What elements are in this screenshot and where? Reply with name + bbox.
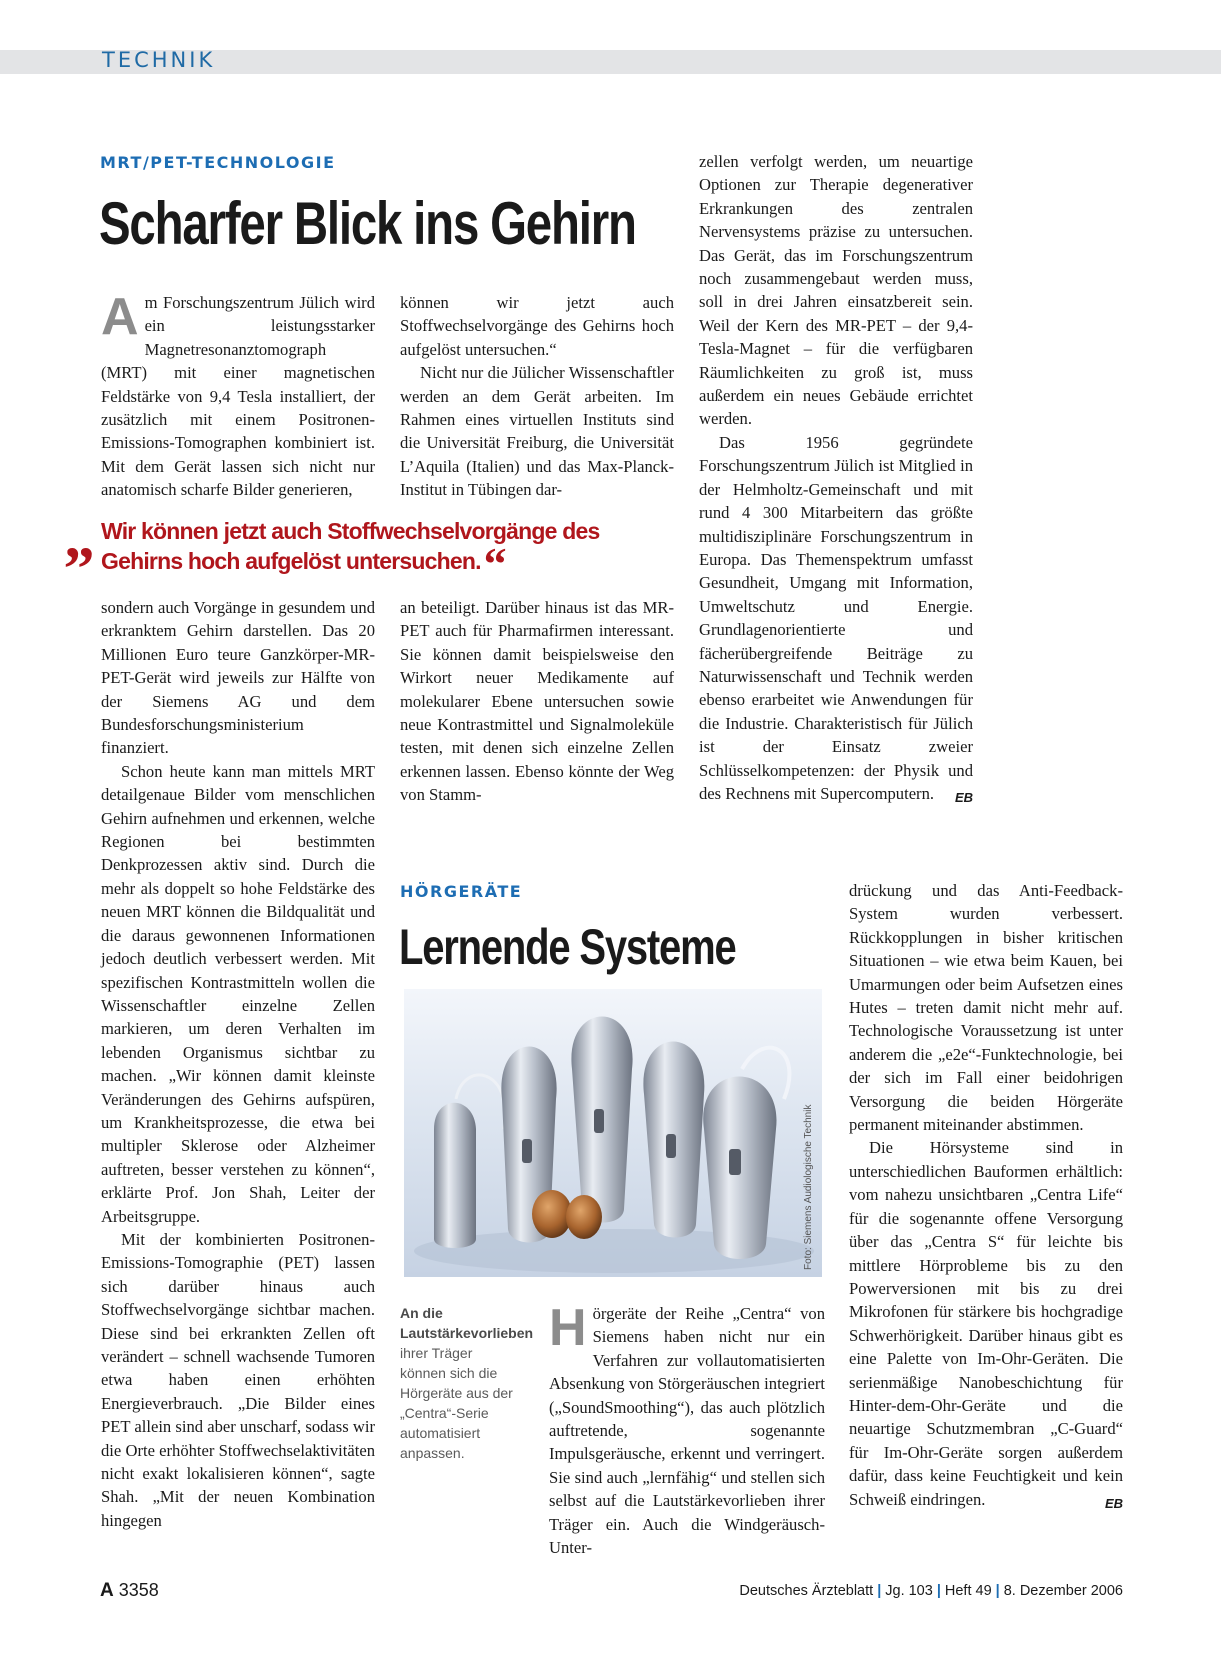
journal-issue: Heft 49 <box>944 1583 992 1599</box>
article1-kicker: MRT/PET-TECHNOLOGIE <box>100 153 336 172</box>
article2-col-mid <box>549 1299 825 1559</box>
paragraph: Mit der kombinierten Positronen-Emissions-Tomographie (PET) lassen sich darüber hinaus auch Stoffwechselvorgänge sichtbar machen. Diese sind bei erkrankten Zellen oft verändert – schnell wachsende Tumoren etwa haben einen erhöhten Energieverbrauch. „Die Bilder eines PET allein sind aber unscharf, sodass wir die Orte erhöhter Stoffwechselaktivitäten nicht exakt lokalisieren können“, sagte Shah. „Mit der neuen Kombination hingegen <box>101 1229 375 1530</box>
article1-text: m Forschungszentrum Jülich wird ein leistungsstarker Magnetresonanztomograph (MRT) mit einer magnetischen Feldstärke von 9,4 Tesla installiert, der zusätzlich mit einem Positronen-Emissions-Tomographen kombiniert ist. Mit dem Gerät lassen sich nicht nur anatomisch scharfe Bilder generieren, <box>101 293 375 500</box>
page-number <box>100 1580 159 1602</box>
in-ear-device-2 <box>566 1195 602 1239</box>
dropcap-h: H <box>549 1299 587 1357</box>
signature: EB <box>954 789 973 805</box>
separator: | <box>995 1583 1000 1599</box>
article2-kicker: HÖRGERÄTE <box>400 882 523 901</box>
journal-date: 8. Dezember 2006 <box>1003 1583 1123 1599</box>
caption-bold: An die Lautstärkevorlieben <box>400 1305 534 1341</box>
hearing-aids-illustration <box>404 989 822 1277</box>
journal-name: Deutsches Ärzteblatt <box>739 1583 874 1599</box>
journal-volume: Jg. 103 <box>885 1583 933 1599</box>
article1-col2-top <box>400 291 674 502</box>
article1-col3 <box>699 150 973 809</box>
article1-col1-bottom <box>101 596 375 1532</box>
quote-open-mark: „ <box>64 503 95 571</box>
page-number-value: 3358 <box>118 1580 159 1600</box>
journal-info <box>739 1583 1123 1599</box>
hearing-aids-photo <box>404 989 822 1277</box>
pull-quote-text: Wir können jetzt auch Stoffwechselvorgänge des Gehirns hoch aufgelöst untersuchen. <box>101 518 600 574</box>
paragraph: Die Hörsysteme sind in unterschiedlichen Bauformen erhältlich: vom nahezu unsichtbaren „Centra Life“ für die sogenannte offene Versorgung über das „Centra S“ für leichte bis mittlere Hörprobleme bis zu den Powerversionen mit bis zu drei Mikrofonen für stärkere bis hochgradige Schwerhörigkeit. Darüber hinaus gibt es eine Palette von Im-Ohr-Geräten. Die serienmäßige Nanobeschichtung für Hinter-dem-Ohr-Geräte und die neuartige Schutzmembran „C-Guard“ für Im-Ohr-Geräte sorgen außerdem dafür, dass keine Feuchtigkeit und kein Schweiß eindringen. EB <box>849 1136 1123 1511</box>
signature: EB <box>1104 1495 1123 1511</box>
article1-col1-top <box>101 288 375 502</box>
paragraph: Schon heute kann man mittels MRT detailgenaue Bilder vom menschlichen Gehirn aufnehmen und erkennen, welche Regionen bei bestimmten Denkprozessen aktiv sind. Durch die mehr als doppelt so hohe Feldstärke des neuen MRT können die Bildqualität und die daraus gewonnenen Informationen jedoch deutlich verbessert werden. Mit spezifischen Kontrastmitteln wollen die Wissenschaftler einzelne Zellen markieren, um deren Verhalten im lebenden Organismus sichtbar zu machen. „Wir können damit kleinste Veränderungen des Gehirns aufspüren, um Krankheitsprozesse, die etwa bei multipler Sklerose oder Alzheimer auftreten, besser verstehen zu können“, erklärte Prof. Jon Shah, Leiter der Arbeitsgruppe. <box>101 761 375 1226</box>
section-label: TECHNIK <box>102 48 216 72</box>
quote-close-mark: “ <box>483 538 506 589</box>
photo-caption <box>400 1303 534 1463</box>
article1-title: Scharfer Blick ins Gehirn <box>99 190 636 257</box>
paragraph: drückung und das Anti-Feedback-System wurden verbessert. Rückkopplungen in bisher kritischen Situationen – wie etwa beim Kauen, bei Umarmungen oder beim Aufsetzen eines Hutes – treten damit nicht mehr auf. Technologische Voraussetzung ist unter anderem die „e2e“-Funktechnologie, bei der sich im Fall einer beidohrigen Versorgung die beiden Hörgeräte permanent miteinander abstimmen. <box>849 881 1123 1135</box>
paragraph: Nicht nur die Jülicher Wissenschaftler werden an dem Gerät arbeiten. Im Rahmen eines virtuellen Instituts sind die Universität Freiburg, die Universität L’Aquila (Italien) und das Max-Planck-Institut in Tübingen dar- <box>400 363 674 500</box>
paragraph: Das 1956 gegründete Forschungszentrum Jülich ist Mitglied in der Helmholtz-Gemeinschaft und mit rund 4 300 Mitarbeitern das größte multidisziplinäre Forschungszentrum in Europa. Das Themenspektrum umfasst Gesundheit, Umgang mit Information, Umweltschutz und Energie. Grundlagenorientierte und fächerübergreifende Beiträge zu Naturwissenschaft und Technik werden ebenso erarbeitet wie Anwendungen für die Industrie. Charakteristisch für Jülich ist der Einsatz zweier Schlüsselkompetenzen: der Physik und des Rechnens mit Supercomputern. EB <box>699 431 973 806</box>
article1-col2-bottom <box>400 596 674 807</box>
paragraph: sondern auch Vorgänge in gesundem und erkranktem Gehirn darstellen. Das 20 Millionen Euro teure Ganzkörper-MR-PET-Gerät wird jeweils zur Hälfte von der Siemens AG und dem Bundesforschungsministerium finanziert. <box>101 598 375 758</box>
in-ear-device-1 <box>532 1190 572 1238</box>
paragraph: zellen verfolgt werden, um neuartige Optionen zur Therapie degenerativer Erkrankungen des zentralen Nervensystems präzise zu untersuchen. Das Gerät, das im Forschungszentrum noch zusammengebaut werden muss, soll in drei Jahren einsatzbereit sein. Weil der Kern des MR-PET – der 9,4-Tesla-Magnet – für die verfügbaren Räumlichkeiten zu groß ist, muss außerdem ein neues Gebäude errichtet werden. <box>699 152 973 429</box>
caption-text: ihrer Träger können sich die Hörgeräte aus der „Centra“-Serie automatisiert anpassen. <box>400 1345 513 1461</box>
paragraph: an beteiligt. Darüber hinaus ist das MR-PET auch für Pharmafirmen interessant. Sie können damit beispielsweise den Wirkort neuer Medikamente auf molekularer Ebene untersuchen sowie neue Kontrastmittel und Signalmoleküle testen, mit denen sich einzelne Zellen erkennen lassen. Ebenso könnte der Weg von Stamm- <box>400 598 674 805</box>
article2-col-right <box>849 879 1123 1515</box>
separator: | <box>877 1583 882 1599</box>
separator: | <box>936 1583 941 1599</box>
paragraph: können wir jetzt auch Stoffwechselvorgänge des Gehirns hoch aufgelöst untersuchen.“ <box>400 293 674 359</box>
pull-quote <box>101 516 661 589</box>
photo-credit: Foto: Siemens Audiologische Technik <box>803 1104 814 1270</box>
dropcap-a: A <box>101 288 139 346</box>
article2-text: örgeräte der Reihe „Centra“ von Siemens haben nicht nur ein Verfahren zur vollautomatisierten Absenkung von Störgeräuschen integriert („SoundSmoothing“), das auch plötzlich auftretende, sogenannte Impulsgeräusche, erkennt und verringert. Sie sind auch „lernfähig“ und stellen sich selbst auf die Lautstärkevorlieben ihrer Träger ein. Auch die Windgeräusch-Unter- <box>549 1304 825 1558</box>
hearing-aid-small <box>434 1103 476 1248</box>
article2-title: Lernende Systeme <box>399 919 736 975</box>
page-prefix: A <box>100 1580 114 1601</box>
